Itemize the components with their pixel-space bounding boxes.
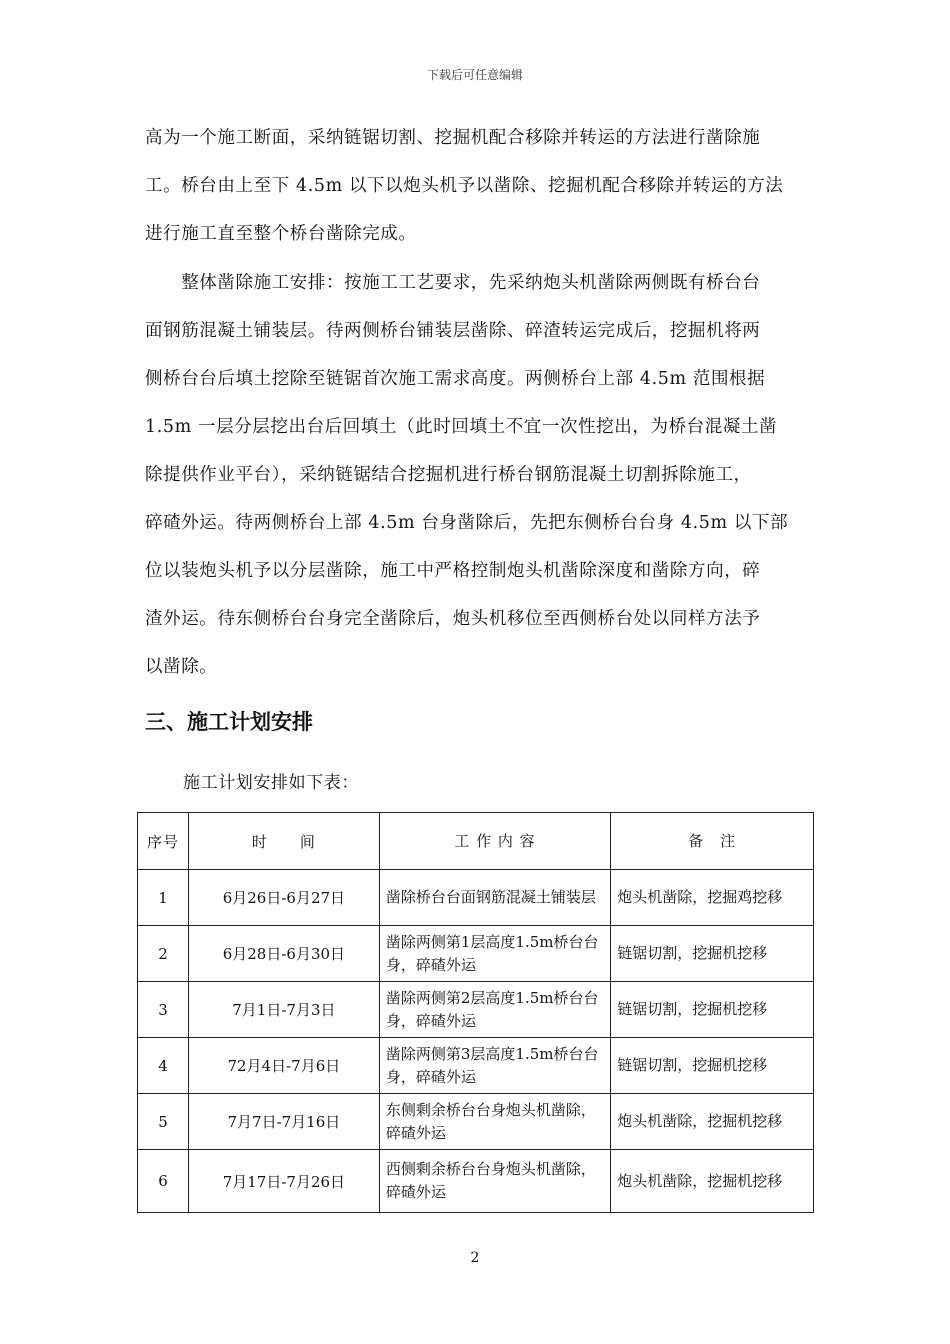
table-intro: 施工计划安排如下表： [183, 773, 359, 793]
text-line: 面钢筋混凝土铺装层。待两侧桥台铺装层凿除、碎渣转运完成后，挖掘机将两 [145, 321, 761, 341]
cell-note: 炮头机凿除，挖掘鸡挖移 [611, 870, 814, 926]
cell-time: 7月1日-7月3日 [188, 982, 379, 1038]
section-heading: 三、施工计划安排 [145, 710, 313, 734]
cell-note: 链锯切割，挖掘机挖移 [611, 1038, 814, 1094]
header-work: 工 作 内 容 [379, 813, 610, 870]
cell-seq: 6 [138, 1150, 189, 1213]
text-line: 位以装炮头机予以分层凿除，施工中严格控制炮头机凿除深度和凿除方向，碎 [145, 561, 761, 581]
paragraph-1 [145, 124, 810, 268]
header-time: 时 间 [188, 813, 379, 870]
cell-time: 7月7日-7月16日 [188, 1094, 379, 1150]
table-row [138, 1038, 814, 1094]
cell-note: 链锯切割，挖掘机挖移 [611, 982, 814, 1038]
table-row [138, 870, 814, 926]
text-line: 1.5m 一层分层挖出台后回填土（此时回填土不宜一次性挖出，为桥台混凝土凿 [145, 417, 778, 437]
table-row [138, 1150, 814, 1213]
text-line: 渣外运。待东侧桥台台身完全凿除后，炮头机移位至西侧桥台处以同样方法予 [145, 609, 761, 629]
cell-seq: 4 [138, 1038, 189, 1094]
table-row [138, 1094, 814, 1150]
cell-work: 凿除桥台台面钢筋混凝土铺装层 [379, 870, 610, 926]
cell-work: 东侧剩余桥台台身炮头机凿除，碎碴外运 [379, 1094, 610, 1150]
cell-note: 炮头机凿除，挖掘机挖移 [611, 1094, 814, 1150]
page-number: 2 [470, 1250, 480, 1266]
text-line: 整体凿除施工安排：按施工工艺要求，先采纳炮头机凿除两侧既有桥台台 [145, 273, 761, 293]
text-line: 碎碴外运。待两侧桥台上部 4.5m 台身凿除后，先把东侧桥台台身 4.5m 以下部 [145, 513, 789, 533]
text-line: 高为一个施工断面，采纳链锯切割、挖掘机配合移除并转运的方法进行凿除施 [145, 128, 761, 148]
page-header: 下载后可任意编辑 [426, 68, 523, 82]
cell-work: 西侧剩余桥台台身炮头机凿除，碎碴外运 [379, 1150, 610, 1213]
cell-time: 6月26日-6月27日 [188, 870, 379, 926]
cell-work: 凿除两侧第1层高度1.5m桥台台身，碎碴外运 [379, 926, 610, 982]
schedule-table [137, 812, 814, 1213]
cell-seq: 5 [138, 1094, 189, 1150]
table-header-row [138, 813, 814, 870]
header-note: 备 注 [611, 813, 814, 870]
cell-seq: 2 [138, 926, 189, 982]
text-line: 侧桥台台后填土挖除至链锯首次施工需求高度。两侧桥台上部 4.5m 范围根据 [145, 369, 766, 389]
cell-note: 炮头机凿除，挖掘机挖移 [611, 1150, 814, 1213]
text-line: 以凿除。 [145, 657, 218, 677]
table-row [138, 926, 814, 982]
table-row [138, 982, 814, 1038]
cell-time: 72月4日-7月6日 [188, 1038, 379, 1094]
cell-seq: 3 [138, 982, 189, 1038]
cell-work: 凿除两侧第2层高度1.5m桥台台身，碎碴外运 [379, 982, 610, 1038]
paragraph-2 [145, 269, 810, 701]
cell-time: 6月28日-6月30日 [188, 926, 379, 982]
cell-seq: 1 [138, 870, 189, 926]
cell-work: 凿除两侧第3层高度1.5m桥台台身，碎碴外运 [379, 1038, 610, 1094]
text-line: 除提供作业平台），采纳链锯结合挖掘机进行桥台钢筋混凝土切割拆除施工， [145, 465, 752, 485]
text-line: 工。桥台由上至下 4.5m 以下以炮头机予以凿除、挖掘机配合移除并转运的方法 [145, 176, 784, 196]
cell-note: 链锯切割，挖掘机挖移 [611, 926, 814, 982]
header-seq: 序号 [138, 813, 189, 870]
cell-time: 7月17日-7月26日 [188, 1150, 379, 1213]
text-line: 进行施工直至整个桥台凿除完成。 [145, 224, 417, 244]
